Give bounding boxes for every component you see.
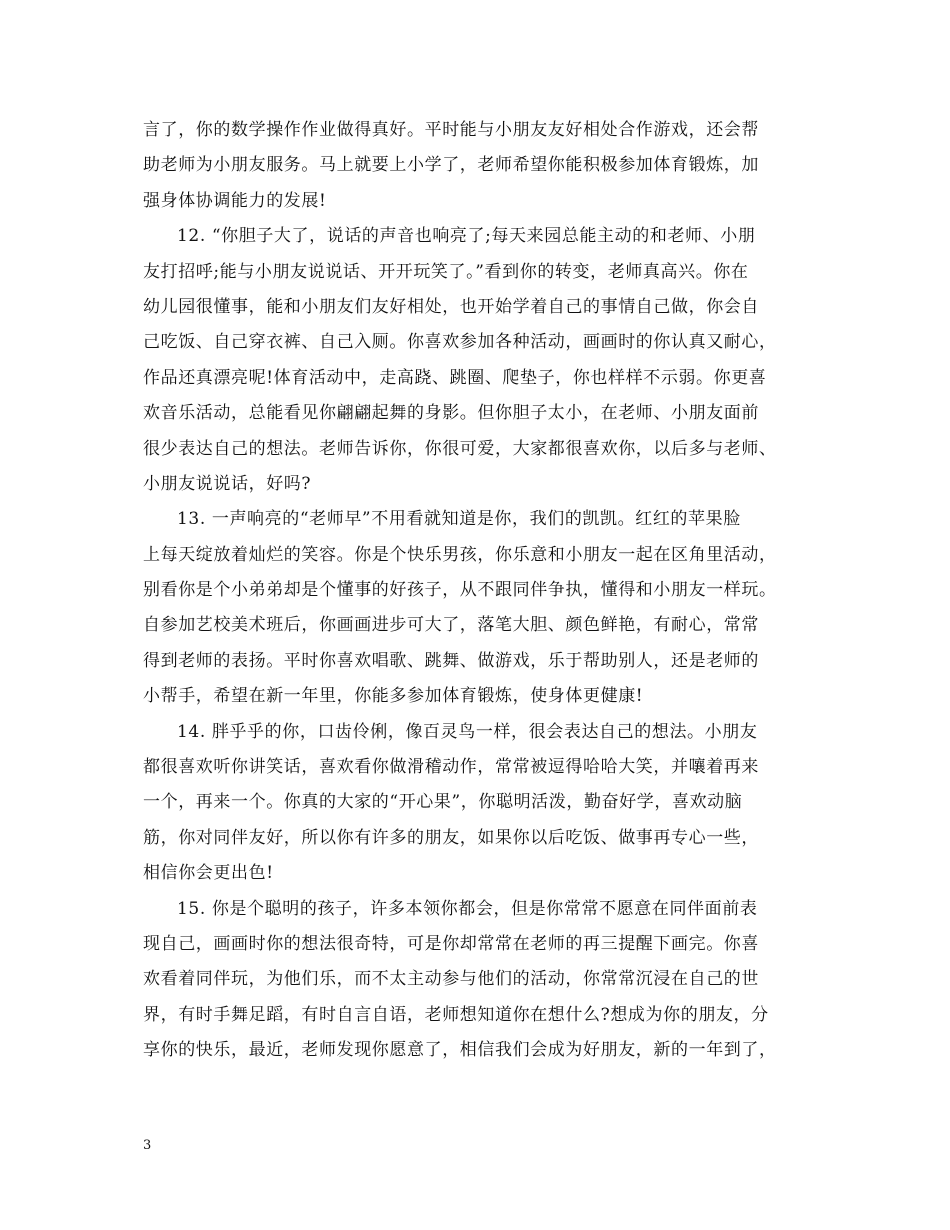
text-line: 界，有时手舞足蹈，有时自言自语，老师想知道你在想什么?想成为你的朋友，分 xyxy=(143,1004,769,1025)
text-line: 助老师为小朋友服务。马上就要上小学了，老师希望你能积极参加体育锻炼，加 xyxy=(143,155,759,176)
text-line: 友打招呼;能与小朋友说说话、开开玩笑了。”看到你的转变，老师真高兴。你在 xyxy=(143,261,749,282)
text-line: 很少表达自己的想法。老师告诉你，你很可爱，大家都很喜欢你，以后多与老师、 xyxy=(143,438,777,459)
page-number: 3 xyxy=(143,1138,152,1153)
text-line: 筋，你对同伴友好，所以你有许多的朋友，如果你以后吃饭、做事再专心一些， xyxy=(143,827,759,848)
text-line: 作品还真漂亮呢!体育活动中，走高跷、跳圈、爬垫子，你也样样不示弱。你更喜 xyxy=(143,367,767,388)
text-line: 别看你是个小弟弟却是个懂事的好孩子，从不跟同伴争执，懂得和小朋友一样玩。 xyxy=(143,580,777,601)
text-line: 自参加艺校美术班后，你画画进步可大了，落笔大胆、颜色鲜艳，有耐心，常常 xyxy=(143,615,759,636)
paragraph-first-line: 12. “你胆子大了，说话的声音也响亮了;每天来园总能主动的和老师、小朋 xyxy=(177,226,756,247)
body-text xyxy=(143,113,843,1069)
text-line: 欢看着同伴玩，为他们乐，而不太主动参与他们的活动，你常常沉浸在自己的世 xyxy=(143,969,759,990)
text-line: 得到老师的表扬。平时你喜欢唱歌、跳舞、做游戏，乐于帮助别人，还是老师的 xyxy=(143,650,759,671)
paragraph-first-line: 14. 胖乎乎的你，口齿伶俐，像百灵鸟一样，很会表达自己的想法。小朋友 xyxy=(177,721,758,742)
text-line: 小朋友说说话，好吗? xyxy=(143,473,312,494)
text-line: 言了，你的数学操作作业做得真好。平时能与小朋友友好相处合作游戏，还会帮 xyxy=(143,120,759,140)
text-line: 现自己，画画时你的想法很奇特，可是你却常常在老师的再三提醒下画完。你喜 xyxy=(143,933,759,954)
text-line: 小帮手，希望在新一年里，你能多参加体育锻炼，使身体更健康! xyxy=(143,686,644,707)
text-line: 己吃饭、自己穿衣裤、自己入厕。你喜欢参加各种活动，画画时的你认真又耐心， xyxy=(143,332,777,353)
text-line: 一个，再来一个。你真的大家的“开心果”，你聪明活泼，勤奋好学，喜欢动脑 xyxy=(143,792,743,813)
text-line: 上每天绽放着灿烂的笑容。你是个快乐男孩，你乐意和小朋友一起在区角里活动， xyxy=(143,544,777,565)
paragraph-first-line: 13. 一声响亮的“老师早”不用看就知道是你，我们的凯凯。红红的苹果脸 xyxy=(177,509,741,530)
text-line: 强身体协调能力的发展! xyxy=(143,190,327,211)
text-line: 相信你会更出色! xyxy=(143,863,274,884)
text-line: 欢音乐活动，总能看见你翩翩起舞的身影。但你胆子太小，在老师、小朋友面前 xyxy=(143,403,759,424)
text-line: 都很喜欢听你讲笑话，喜欢看你做滑稽动作，常常被逗得哈哈大笑，并嚷着再来 xyxy=(143,757,759,778)
text-line: 享你的快乐，最近，老师发现你愿意了，相信我们会成为好朋友，新的一年到了， xyxy=(143,1040,777,1061)
text-line: 幼儿园很懂事，能和小朋友们友好相处，也开始学着自己的事情自己做，你会自 xyxy=(143,296,759,317)
paragraph-first-line: 15. 你是个聪明的孩子，许多本领你都会，但是你常常不愿意在同伴面前表 xyxy=(177,898,758,919)
